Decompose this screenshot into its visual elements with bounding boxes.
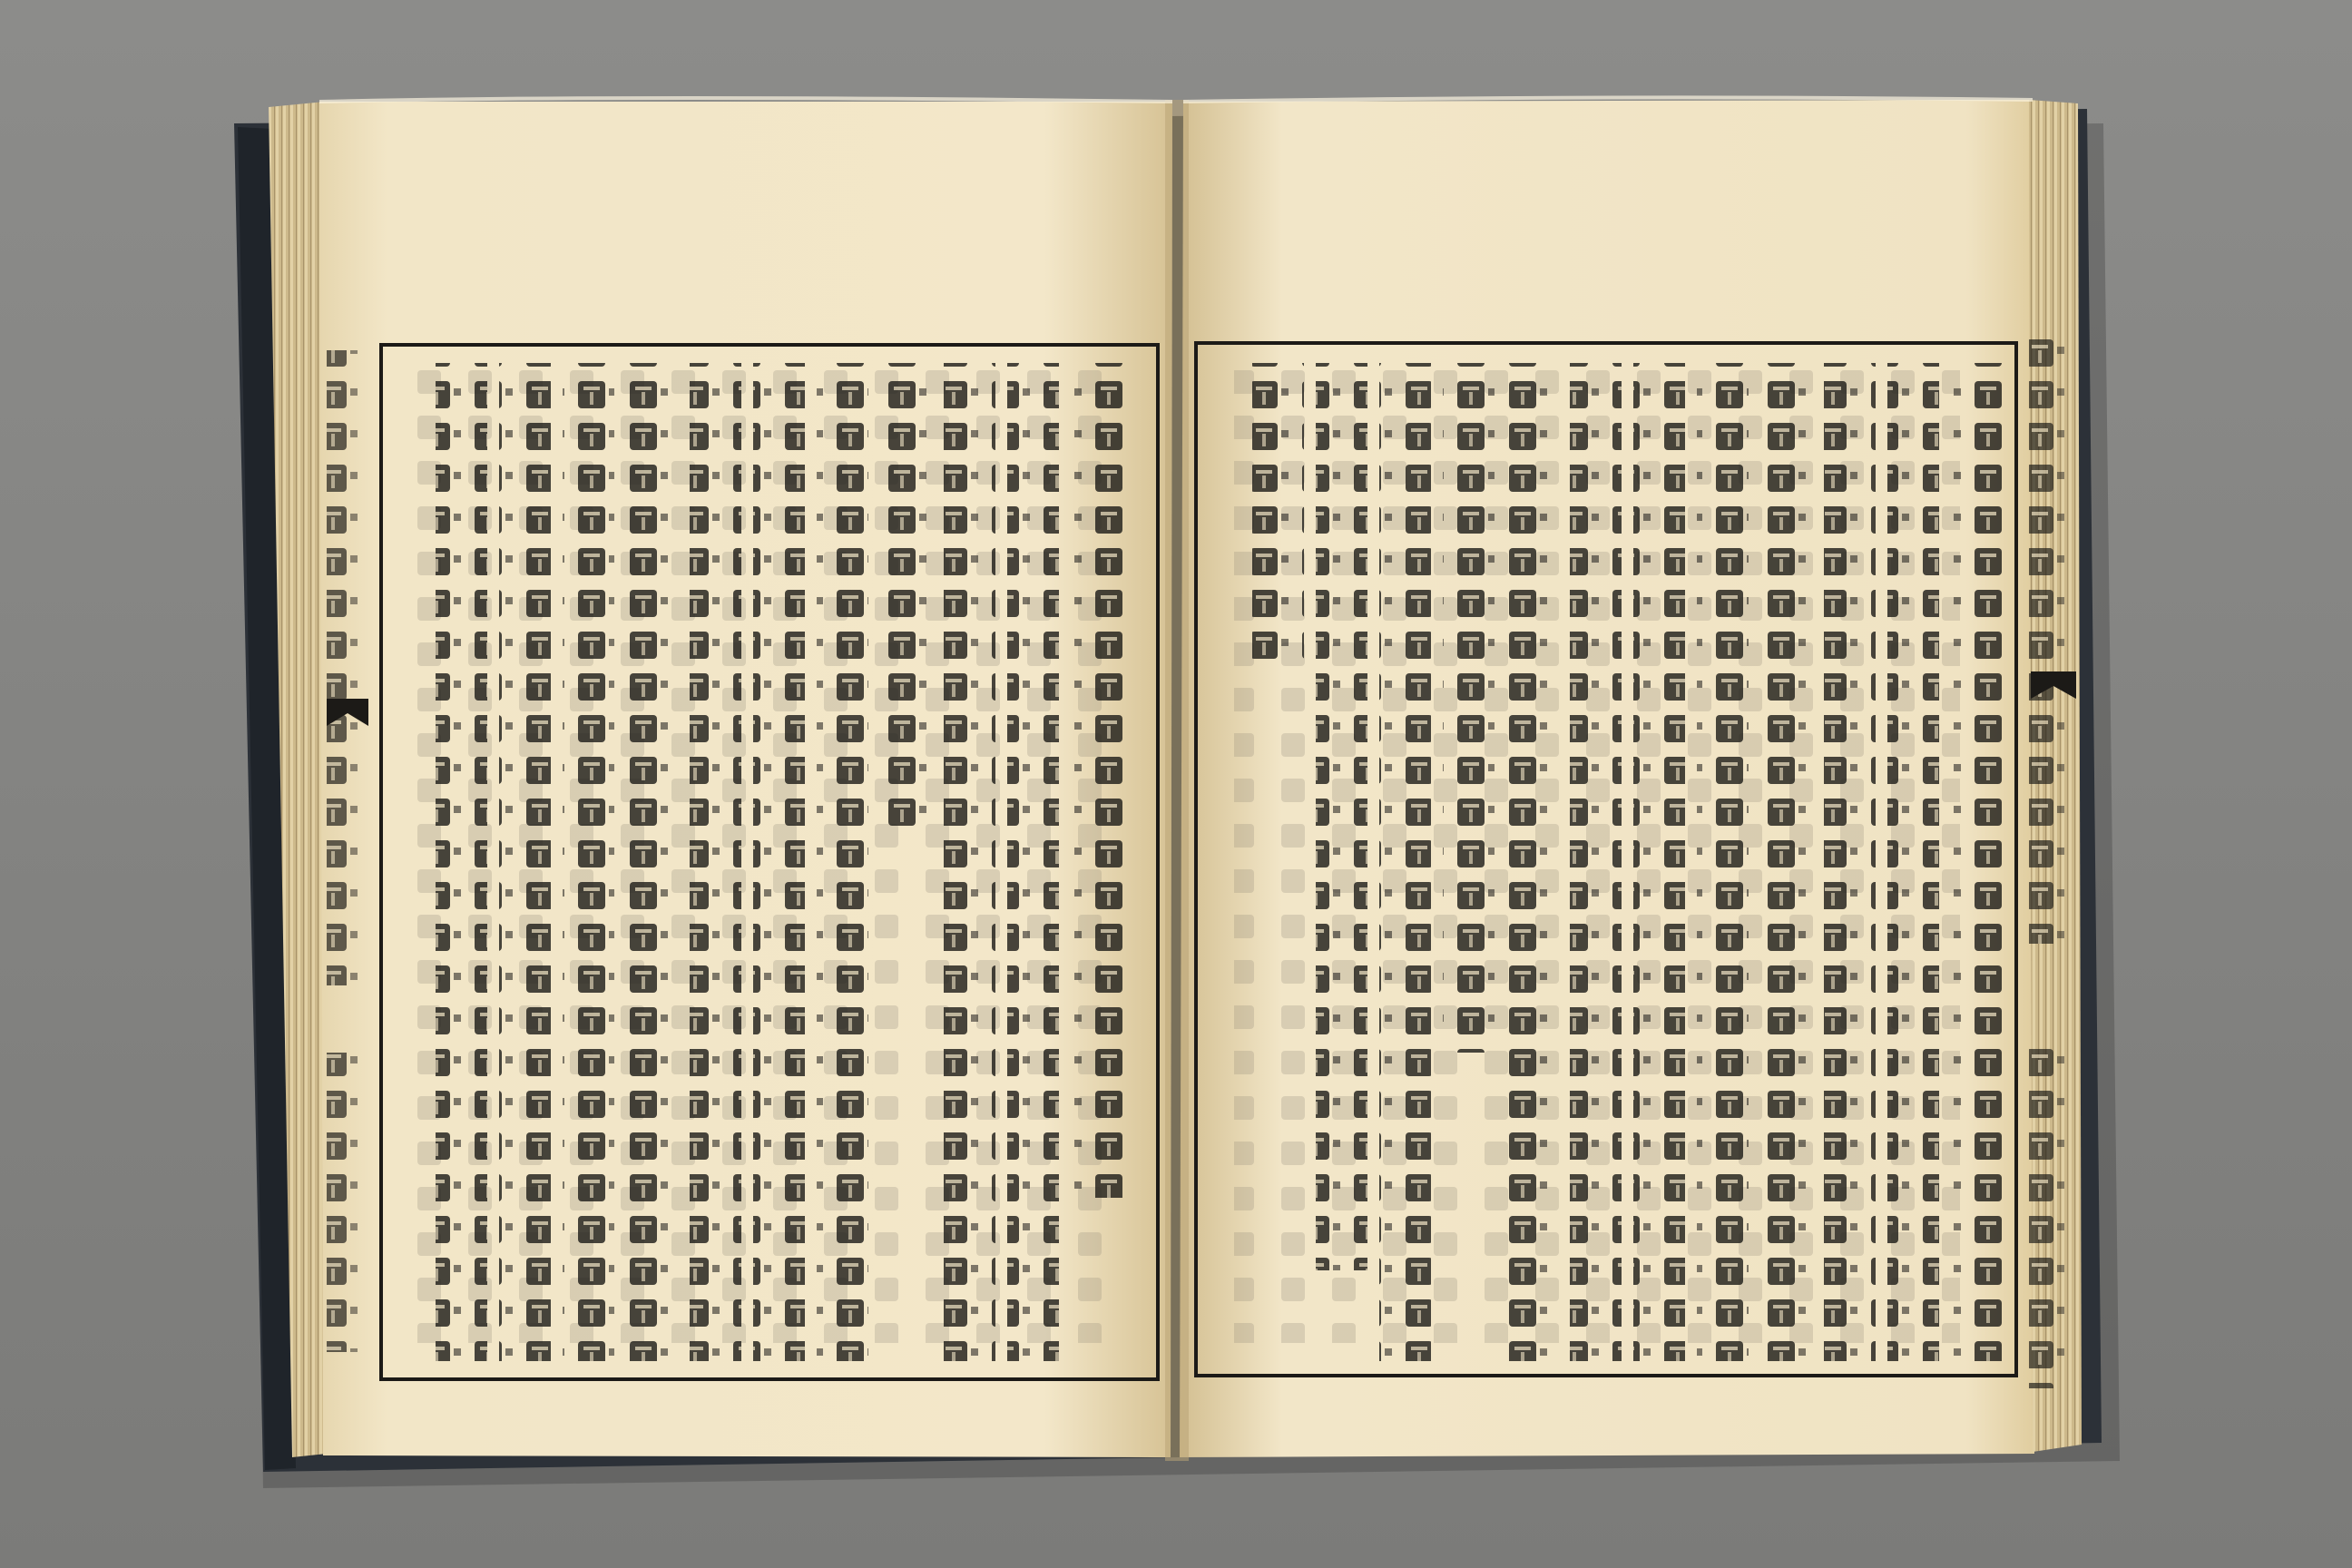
right-margin-column bbox=[2029, 327, 2074, 1388]
gutter-shadow bbox=[1165, 100, 1189, 1461]
left-text-columns bbox=[436, 363, 1122, 1361]
left-margin-column bbox=[327, 350, 368, 1352]
